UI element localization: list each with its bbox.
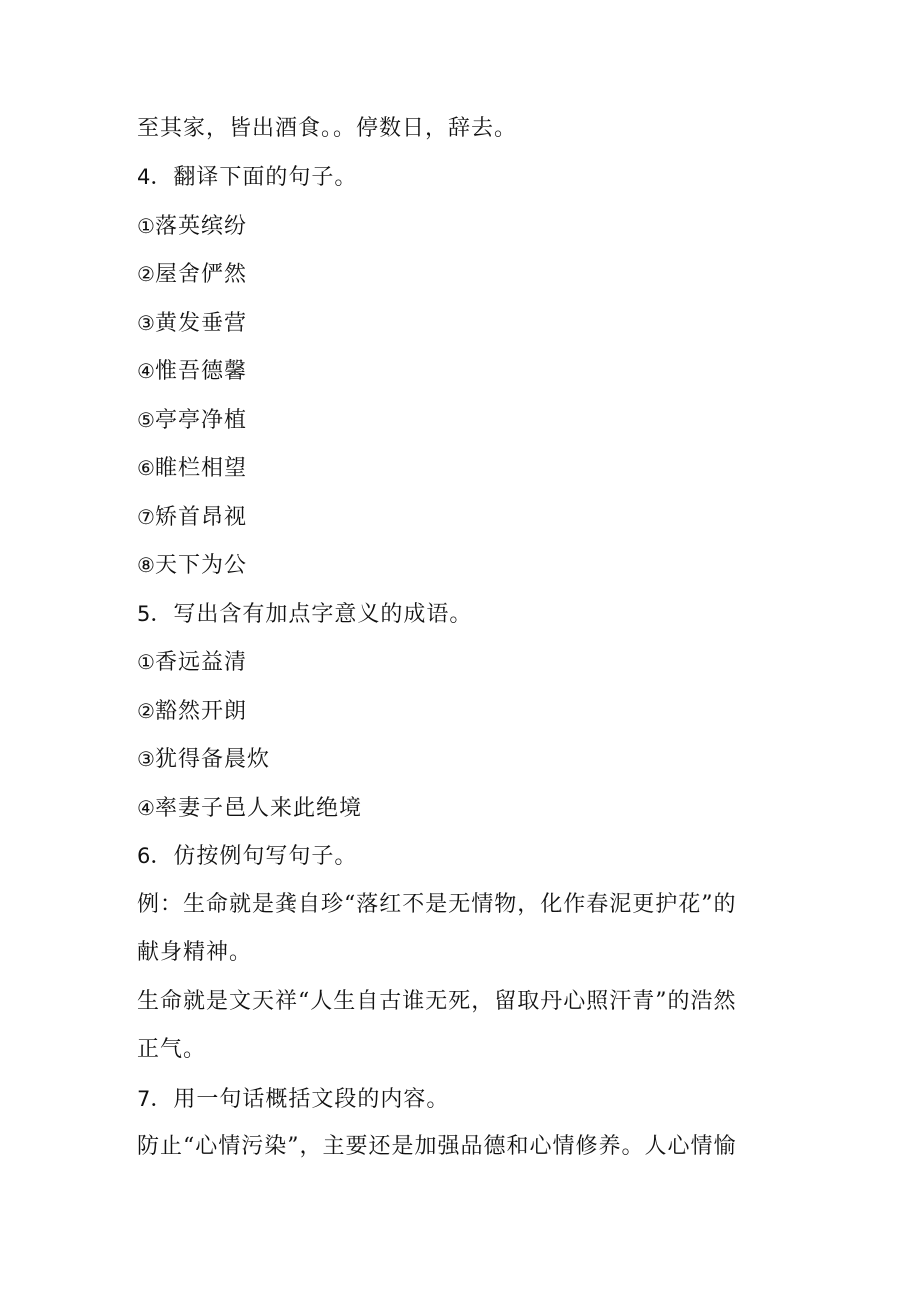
question-7-heading — [137, 1084, 449, 1115]
list-item — [137, 793, 362, 824]
list-item — [137, 211, 247, 242]
list-item — [137, 550, 247, 581]
list-item — [137, 696, 247, 727]
list-item — [137, 502, 247, 533]
question-text: ．翻译下面的句子。 — [150, 165, 358, 190]
item-text: 落英缤纷 — [154, 214, 247, 239]
item-marker: ② — [137, 699, 155, 723]
list-item — [137, 744, 270, 775]
item-text: 屋舍俨然 — [154, 262, 247, 287]
item-marker: ⑧ — [137, 553, 155, 577]
item-text: 率妻子邑人来此绝境 — [154, 796, 362, 821]
item-marker: ③ — [137, 747, 155, 771]
item-marker: ① — [137, 650, 155, 674]
question-number: 7 — [137, 1087, 151, 1111]
passage-line: 至其家，皆出酒食。。停数日，辞去。 — [137, 116, 518, 141]
item-text: 天下为公 — [154, 553, 247, 578]
example-line: 例：生命就是龚自珍“落红不是无情物，化作春泥更护花”的 — [137, 892, 737, 917]
item-text: 亭亭净植 — [154, 408, 247, 433]
list-item — [137, 259, 247, 290]
item-marker: ④ — [137, 796, 155, 820]
item-text: 香远益清 — [154, 650, 247, 675]
item-text: 黄发垂营 — [154, 311, 247, 336]
item-text: 睢栏相望 — [154, 456, 247, 481]
item-text: 矫首昂视 — [154, 505, 247, 530]
item-marker: ③ — [137, 311, 155, 335]
question-4-heading — [137, 162, 357, 193]
item-marker: ② — [137, 262, 155, 286]
question-5-heading — [137, 599, 472, 630]
item-text: 惟吾德馨 — [154, 359, 247, 384]
list-item — [137, 356, 247, 387]
item-marker: ⑤ — [137, 408, 155, 432]
item-marker: ⑥ — [137, 456, 155, 480]
question-6-heading — [137, 841, 357, 872]
passage-line: 防止“心情污染”，主要还是加强品德和心情修养。人心情愉 — [137, 1134, 737, 1159]
list-item — [137, 405, 247, 436]
example-line: 献身精神。 — [137, 940, 253, 965]
question-number: 4 — [137, 165, 151, 189]
answer-line: 生命就是文天祥“人生自古谁无死，留取丹心照汗青”的浩然 — [137, 989, 737, 1014]
item-text: 豁然开朗 — [154, 699, 247, 724]
list-item — [137, 453, 247, 484]
item-text: 犹得备晨炊 — [154, 747, 270, 772]
list-item — [137, 308, 247, 339]
question-number: 5 — [137, 602, 151, 626]
item-marker: ① — [137, 214, 155, 238]
answer-line: 正气。 — [137, 1037, 207, 1062]
item-marker: ⑦ — [137, 505, 155, 529]
question-text: ．写出含有加点字意义的成语。 — [150, 602, 473, 627]
question-text: ．仿按例句写句子。 — [150, 844, 358, 869]
item-marker: ④ — [137, 359, 155, 383]
question-text: ．用一句话概括文段的内容。 — [150, 1087, 450, 1112]
list-item — [137, 647, 247, 678]
question-number: 6 — [137, 844, 151, 868]
